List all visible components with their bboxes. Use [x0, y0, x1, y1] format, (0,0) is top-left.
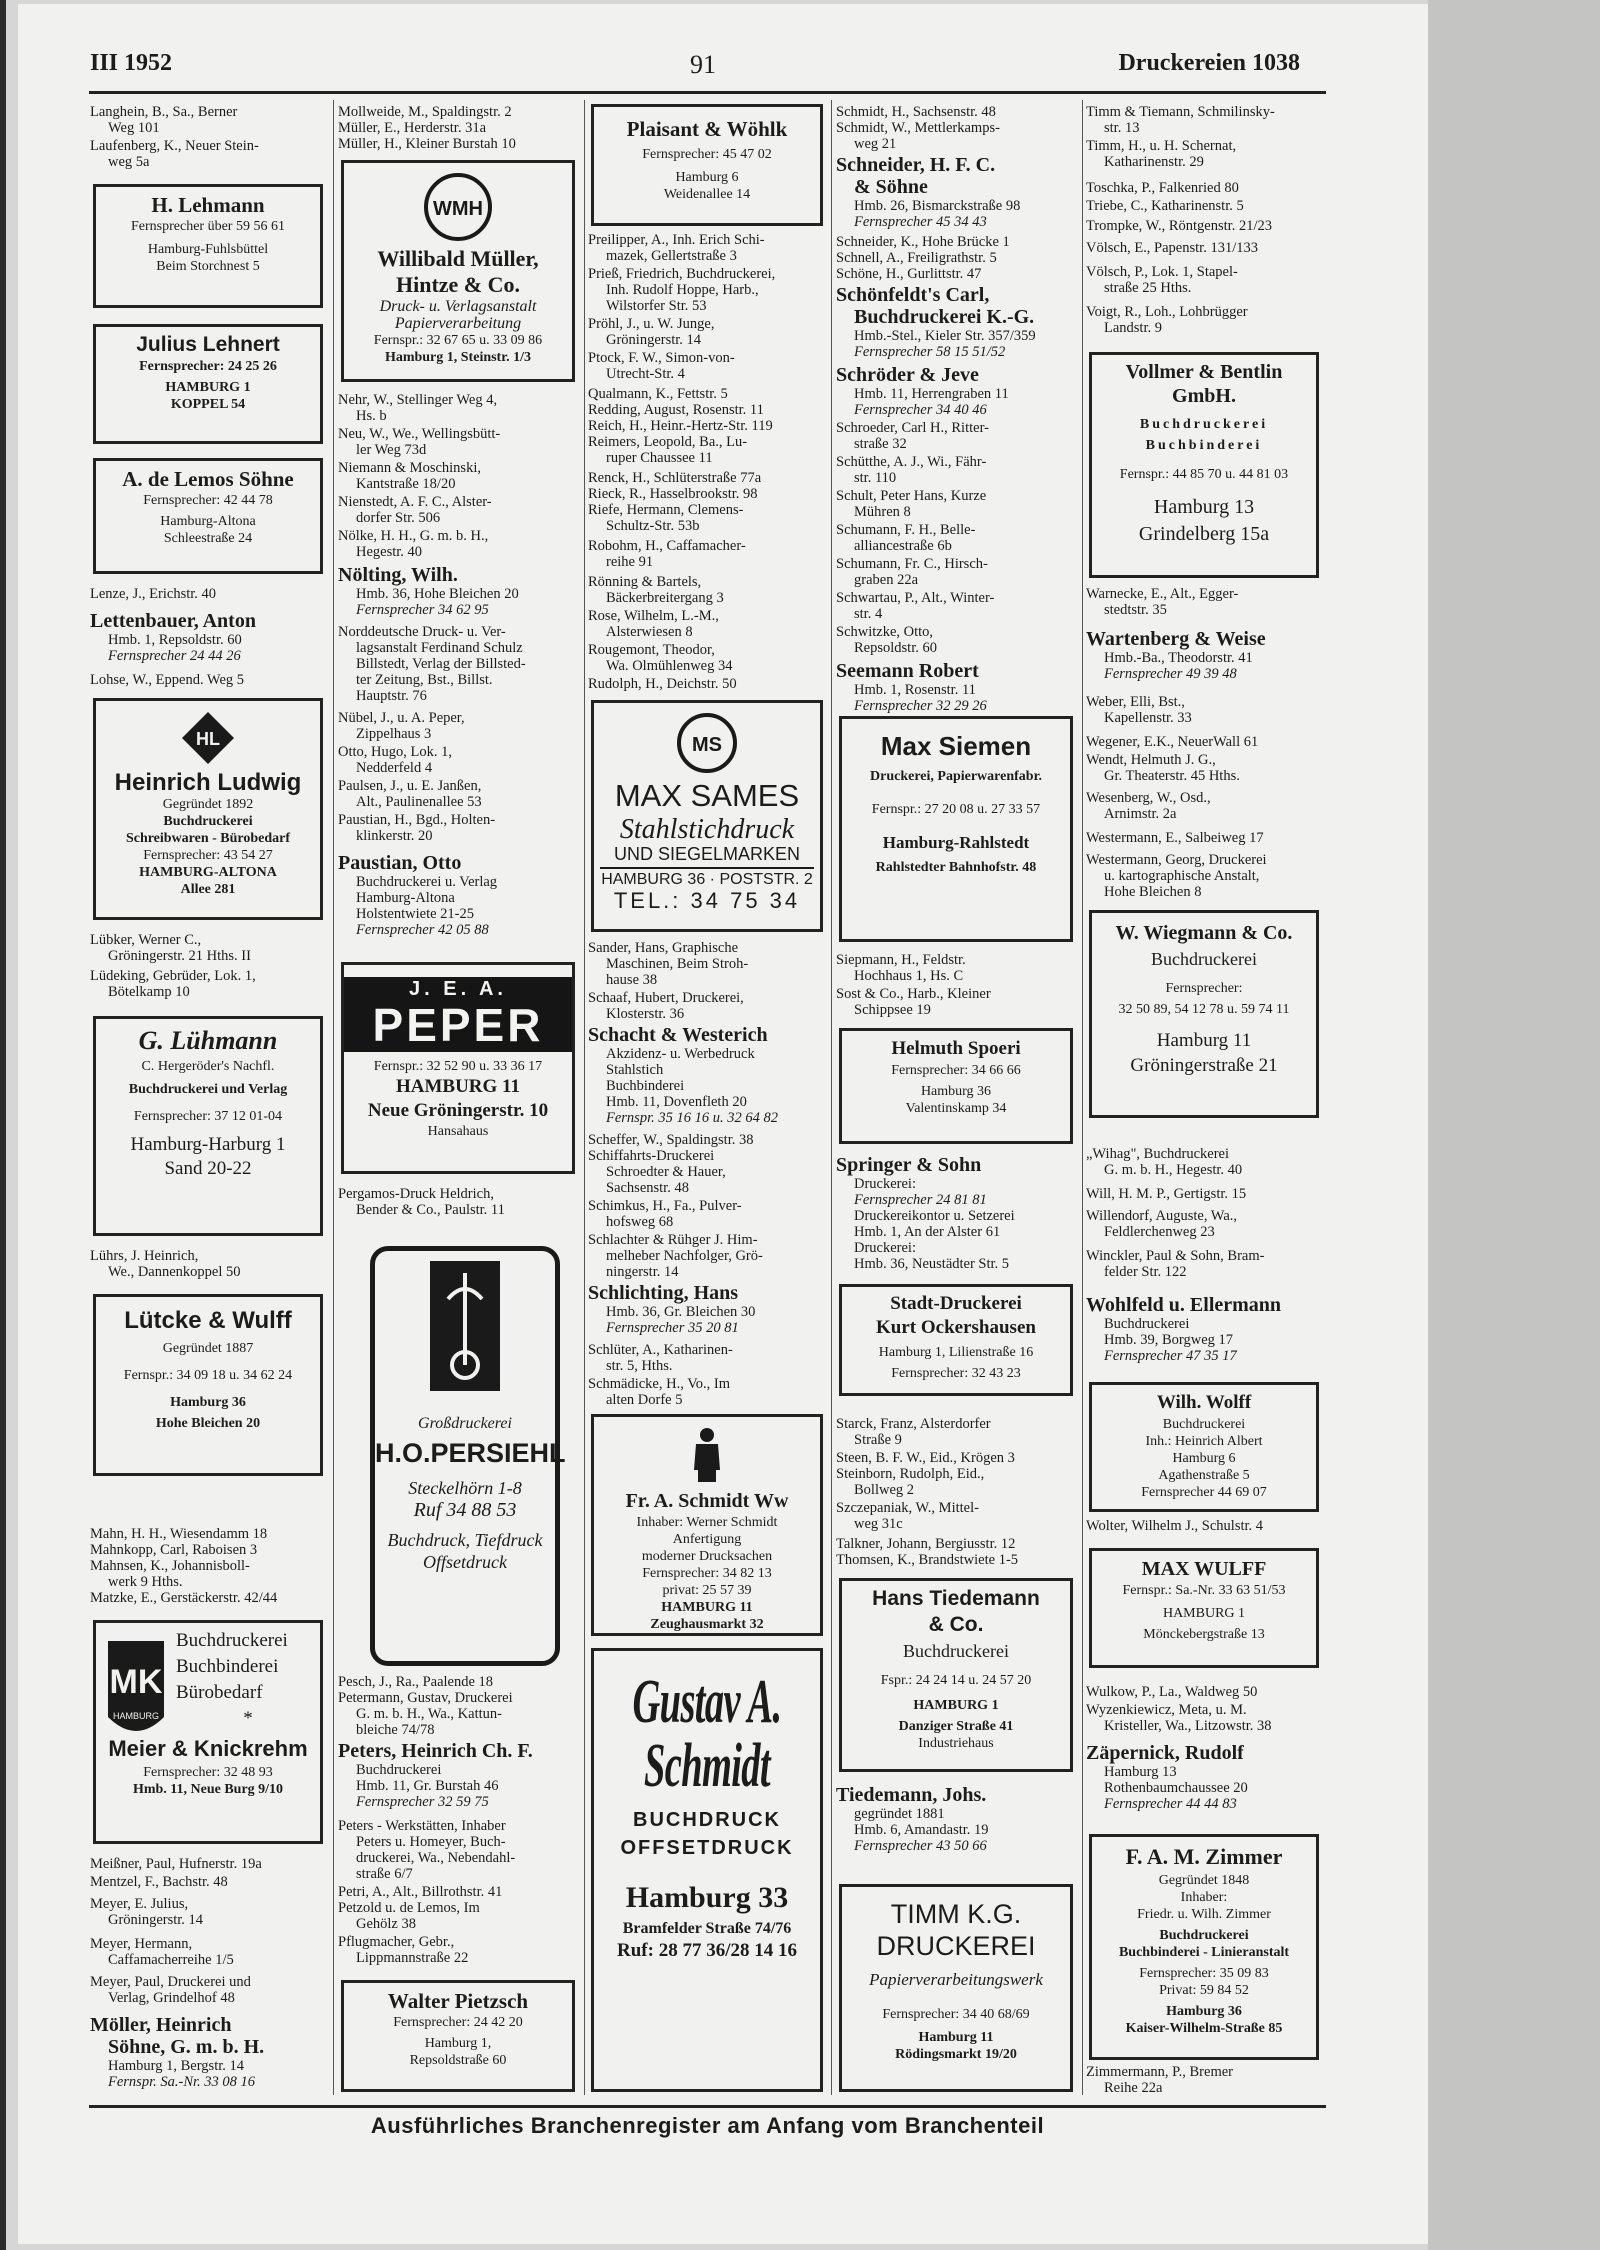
- listing: Schöne, H., Gurlittstr. 47: [836, 266, 982, 282]
- listing: Schwartau, P., Alt., Winter- str. 4: [836, 590, 995, 622]
- listing: Schroeder, Carl H., Ritter- straße 32: [836, 420, 989, 452]
- listing: Reimers, Leopold, Ba., Lu- ruper Chaussee 11: [588, 434, 748, 466]
- listing: Steen, B. F. W., Eid., Krögen 3: [836, 1450, 1015, 1466]
- listing: Pergamos-Druck Heldrich, Bender & Co., Paulstr. 11: [338, 1186, 505, 1218]
- ad-gustav-a-schmidt: Gustav A. Schmidt BUCHDRUCK OFFSETDRUCK Hamburg 33 Bramfelder Straße 74/76 Ruf: 28 77 36/28 14 16: [591, 1648, 823, 2092]
- ad-f-a-m-zimmer: F. A. M. Zimmer Gegründet 1848 Inhaber: Friedr. u. Wilh. Zimmer Buchdruckerei Buchbinderei - Linieranstalt Fernsprecher: 35 09 83 Privat: 59 84 52 Hamburg 36 Kaiser-Wilhelm-Straße 85: [1089, 1834, 1319, 2060]
- listing: Schlüter, A., Katharinen- str. 5, Hths.: [588, 1342, 733, 1374]
- listing: Schröder & Jeve Hmb. 11, Herrengraben 11 Fernsprecher 34 40 46: [836, 364, 1009, 418]
- listing: Wegener, E.K., NeuerWall 61: [1086, 734, 1259, 750]
- listing: Schönfeldt's Carl, Buchdruckerei K.-G. Hmb.-Stel., Kieler Str. 357/359 Fernsprecher 58 15 51/52: [836, 284, 1036, 360]
- listing: Wyzenkiewicz, Meta, u. M. Kristeller, Wa., Litzowstr. 38: [1086, 1702, 1272, 1734]
- listing: Völsch, P., Lok. 1, Stapel- straße 25 Hths.: [1086, 264, 1238, 296]
- svg-text:MS: MS: [692, 734, 722, 756]
- listing: Toschka, P., Falkenried 80: [1086, 180, 1239, 196]
- ad-wilh-wolff: Wilh. Wolff Buchdruckerei Inh.: Heinrich Albert Hamburg 6 Agathenstraße 5 Fernsprecher 44 69 07: [1089, 1382, 1319, 1512]
- listing: Timm, H., u. H. Schernat, Katharinenstr. 29: [1086, 138, 1237, 170]
- column-4: [836, 0, 1076, 2100]
- listing: Westermann, E., Salbeiweg 17: [1086, 830, 1264, 846]
- listing: Trompke, W., Röntgenstr. 21/23: [1086, 218, 1272, 234]
- listing: Schiffahrts-Druckerei Schroedter & Hauer, Sachsenstr. 48: [588, 1148, 726, 1196]
- column-3: [588, 0, 826, 2100]
- listing: Schaaf, Hubert, Druckerei, Klosterstr. 36: [588, 990, 744, 1022]
- mk-logo-icon: [102, 1637, 170, 1749]
- listing: Meißner, Paul, Hufnerstr. 19a: [90, 1856, 262, 1872]
- listing: Petermann, Gustav, Druckerei G. m. b. H., Wa., Kattun- bleiche 74/78: [338, 1690, 513, 1738]
- listing: Mahn, H. H., Wiesendamm 18: [90, 1526, 268, 1542]
- listing: Wulkow, P., La., Waldweg 50: [1086, 1684, 1258, 1700]
- ad-luetcke-wulff: Lütcke & Wulff Gegründet 1887 Fernspr.: 34 09 18 u. 34 62 24 Hamburg 36 Hohe Bleichen 20: [93, 1294, 323, 1476]
- listing: Müller, H., Kleiner Burstah 10: [338, 136, 516, 152]
- column-divider: [333, 100, 334, 2095]
- wmh-logo-icon: [423, 172, 493, 242]
- scan-edge: [0, 0, 6, 2250]
- ad-g-luehmann: G. Lühmann C. Hergeröder's Nachfl. Buchdruckerei und Verlag Fernsprecher: 37 12 01-04 Hamburg-Harburg 1 Sand 20-22: [93, 1016, 323, 1236]
- listing: Rieck, R., Hasselbrookstr. 98: [588, 486, 758, 502]
- listing: Wesenberg, W., Osd., Arnimstr. 2a: [1086, 790, 1211, 822]
- ad-max-sames: MS MAX SAMES Stahlstichdruck UND SIEGELMARKEN HAMBURG 36 · POSTSTR. 2 TEL.: 34 75 34: [591, 700, 823, 932]
- ad-meier-knickrehm: MK HAMBURG Buchdruckerei Buchbinderei Bürobedarf * Meier & Knickrehm Fernsprecher: 32 48 93 Hmb. 11, Neue Burg 9/10: [93, 1620, 323, 1844]
- listing: Szczepaniak, W., Mittel- weg 31c: [836, 1500, 979, 1532]
- listing: Voigt, R., Loh., Lohbrügger Landstr. 9: [1086, 304, 1248, 336]
- listing: Weber, Elli, Bst., Kapellenstr. 33: [1086, 694, 1192, 726]
- listing: Redding, August, Rosenstr. 11: [588, 402, 764, 418]
- listing: Laufenberg, K., Neuer Stein- weg 5a: [90, 138, 259, 170]
- column-2: [338, 0, 578, 2100]
- listing: Rudolph, H., Deichstr. 50: [588, 676, 737, 692]
- listing: Petri, A., Alt., Billrothstr. 41: [338, 1884, 503, 1900]
- listing: Nölke, H. H., G. m. b. H., Hegestr. 40: [338, 528, 489, 560]
- listing: Robohm, H., Caffamacher- reihe 91: [588, 538, 746, 570]
- listing: Norddeutsche Druck- u. Ver- lagsanstalt Ferdinand Schulz Billstedt, Verlag der Billsted- ter Zeitung, Bst., Billst. Hauptstr. 76: [338, 624, 526, 704]
- page-header-title: Druckereien 1038: [1118, 50, 1300, 76]
- ad-jea-peper: J. E. A. PEPER Fernspr.: 32 52 90 u. 33 36 17 HAMBURG 11 Neue Gröningerstr. 10 Hansahaus: [341, 962, 575, 1174]
- svg-text:MK: MK: [109, 1663, 163, 1701]
- listing: Seemann Robert Hmb. 1, Rosenstr. 11 Fernsprecher 32 29 26: [836, 660, 987, 714]
- svg-text:WMH: WMH: [433, 198, 483, 220]
- ad-stadt-druckerei: Stadt-Druckerei Kurt Ockershausen Hamburg 1, Lilienstraße 16 Fernsprecher: 32 43 23: [839, 1284, 1073, 1396]
- listing: Scheffer, W., Spaldingstr. 38: [588, 1132, 754, 1148]
- listing: Riefe, Hermann, Clemens- Schultz-Str. 53b: [588, 502, 744, 534]
- listing: Schütthe, A. J., Wi., Fähr- str. 110: [836, 454, 987, 486]
- listing: Mahnsen, K., Johannisboll- werk 9 Hths.: [90, 1558, 250, 1590]
- svg-text:HAMBURG: HAMBURG: [112, 1711, 160, 1721]
- column-divider: [831, 100, 832, 2095]
- listing: Lettenbauer, Anton Hmb. 1, Repsoldstr. 60 Fernsprecher 24 44 26: [90, 610, 256, 664]
- listing: Springer & Sohn Druckerei: Fernsprecher 24 81 81 Druckereikontor u. Setzerei Hmb. 1, An der Alster 61 Druckerei: Hmb. 36, Neustädter Str. 5: [836, 1154, 1015, 1272]
- listing: Wartenberg & Weise Hmb.-Ba., Theodorstr. 41 Fernsprecher 49 39 48: [1086, 628, 1266, 682]
- column-divider: [584, 100, 585, 2095]
- svg-text:HL: HL: [196, 729, 220, 749]
- column-divider: [1082, 100, 1083, 2095]
- ad-julius-lehnert: Julius Lehnert Fernsprecher: 24 25 26 HAMBURG 1 KOPPEL 54: [93, 324, 323, 444]
- ad-willibald-mueller: WMH Willibald Müller, Hintze & Co. Druck- u. Verlagsanstalt Papierverarbeitung Fernspr.: 32 67 65 u. 33 09 86 Hamburg 1, Steinstr. 1/3: [341, 160, 575, 382]
- listing: Rougemont, Theodor, Wa. Olmühlenweg 34: [588, 642, 733, 674]
- ad-heinrich-ludwig: HL Heinrich Ludwig Gegründet 1892 Buchdruckerei Schreibwaren - Bürobedarf Fernsprecher: 43 54 27 HAMBURG-ALTONA Allee 281: [93, 698, 323, 920]
- listing: Matzke, E., Gerstäckerstr. 42/44: [90, 1590, 278, 1606]
- listing: Lührs, J. Heinrich, We., Dannenkoppel 50: [90, 1248, 241, 1280]
- listing: Schwitzke, Otto, Repsoldstr. 60: [836, 624, 937, 656]
- page-year: III 1952: [90, 50, 173, 76]
- listing: Wendt, Helmuth J. G., Gr. Theaterstr. 45 Hths.: [1086, 752, 1240, 784]
- listing: Mahnkopp, Carl, Raboisen 3: [90, 1542, 258, 1558]
- persiehl-logo-icon: [430, 1261, 500, 1391]
- listing: Triebe, C., Katharinenstr. 5: [1086, 198, 1244, 214]
- ad-helmuth-spoeri: Helmuth Spoeri Fernsprecher: 34 66 66 Hamburg 36 Valentinskamp 34: [839, 1028, 1073, 1144]
- listing: Neu, W., We., Wellingsbütt- ler Weg 73d: [338, 426, 501, 458]
- column-1: [90, 0, 326, 2100]
- listing: Will, H. M. P., Gertigstr. 15: [1086, 1186, 1247, 1202]
- listing: Schumann, F. H., Belle- alliancestraße 6b: [836, 522, 976, 554]
- listing: Prieß, Friedrich, Buchdruckerei, Inh. Rudolf Hoppe, Harb., Wilstorfer Str. 53: [588, 266, 776, 314]
- listing: Müller, E., Herderstr. 31a: [338, 120, 487, 136]
- listing: Schult, Peter Hans, Kurze Mühren 8: [836, 488, 987, 520]
- listing: Sander, Hans, Graphische Maschinen, Beim Stroh- hause 38: [588, 940, 749, 988]
- ad-vollmer-bentlin: Vollmer & Bentlin GmbH. Buchdruckerei Buchbinderei Fernspr.: 44 85 70 u. 44 81 03 Hamburg 13 Grindelberg 15a: [1089, 352, 1319, 578]
- ad-w-wiegmann: W. Wiegmann & Co. Buchdruckerei Fernsprecher: 32 50 89, 54 12 78 u. 59 74 11 Hamburg 11 Gröningerstraße 21: [1089, 910, 1319, 1118]
- listing: Paustian, Otto Buchdruckerei u. Verlag Hamburg-Altona Holstentwiete 21-25 Fernsprecher 42 05 88: [338, 852, 498, 938]
- listing: Winckler, Paul & Sohn, Bram- felder Str. 122: [1086, 1248, 1265, 1280]
- ms-logo-icon: [676, 712, 738, 774]
- listing: Paulsen, J., u. E. Janßen, Alt., Paulinenallee 53: [338, 778, 482, 810]
- listing: Sost & Co., Harb., Kleiner Schippsee 19: [836, 986, 991, 1018]
- listing: Lübker, Werner C., Gröningerstr. 21 Hths. II: [90, 932, 251, 964]
- listing: Mollweide, M., Spaldingstr. 2: [338, 104, 512, 120]
- ad-h-o-persiehl: Großdruckerei H.O.PERSIEHL Steckelhörn 1-8 Ruf 34 88 53 Buchdruck, Tiefdruck Offsetdruck: [370, 1246, 560, 1666]
- listing: Rose, Wilhelm, L.-M., Alsterwiesen 8: [588, 608, 719, 640]
- ad-max-siemen: Max Siemen Druckerei, Papierwarenfabr. Fernspr.: 27 20 08 u. 27 33 57 Hamburg-Rahlstedt Rahlstedter Bahnhofstr. 48: [839, 716, 1073, 942]
- listing: Zimmermann, P., Bremer Reihe 22a: [1086, 2064, 1233, 2096]
- listing: Völsch, E., Papenstr. 131/133: [1086, 240, 1258, 256]
- listing: Peters, Heinrich Ch. F. Buchdruckerei Hmb. 11, Gr. Burstah 46 Fernsprecher 32 59 75: [338, 1740, 533, 1810]
- listing: Talkner, Johann, Bergiusstr. 12: [836, 1536, 1016, 1552]
- listing: Rönning & Bartels, Bäckerbreitergang 3: [588, 574, 724, 606]
- listing: „Wihag", Buchdruckerei G. m. b. H., Hegestr. 40: [1086, 1146, 1243, 1178]
- listing: Meyer, E. Julius, Gröningerstr. 14: [90, 1896, 204, 1928]
- listing: Meyer, Paul, Druckerei und Verlag, Grindelhof 48: [90, 1974, 251, 2006]
- hl-logo-icon: [180, 710, 236, 766]
- listing: Preilipper, A., Inh. Erich Schi- mazek, Gellertstraße 3: [588, 232, 765, 264]
- listing: Schlichting, Hans Hmb. 36, Gr. Bleichen 30 Fernsprecher 35 20 81: [588, 1282, 756, 1336]
- listing: Niemann & Moschinski, Kantstraße 18/20: [338, 460, 481, 492]
- ad-max-wulff: MAX WULFF Fernspr.: Sa.-Nr. 33 63 51/53 HAMBURG 1 Mönckebergstraße 13: [1089, 1548, 1319, 1668]
- ad-de-lemos: A. de Lemos Söhne Fernsprecher: 42 44 78 Hamburg-Altona Schleestraße 24: [93, 458, 323, 574]
- listing: Schacht & Westerich Akzidenz- u. Werbedruck Stahlstich Buchbinderei Hmb. 11, Dovenfleth 20 Fernspr. 35 16 16 u. 32 64 82: [588, 1024, 778, 1126]
- listing: Schlachter & Rühger J. Him- melheber Nachfolger, Grö- ningerstr. 14: [588, 1232, 763, 1280]
- listing: Langhein, B., Sa., Berner Weg 101: [90, 104, 238, 136]
- listing: Pröhl, J., u. W. Junge, Gröningerstr. 14: [588, 316, 715, 348]
- listing: Steinborn, Rudolph, Eid., Bollweg 2: [836, 1466, 985, 1498]
- listing: Pflugmacher, Gebr., Lippmannstraße 22: [338, 1934, 469, 1966]
- scan-margin: [1428, 0, 1600, 2250]
- listing: Schimkus, H., Fa., Pulver- hofsweg 68: [588, 1198, 742, 1230]
- listing: Schmidt, W., Mettlerkamps- weg 21: [836, 120, 1000, 152]
- listing: Schumann, Fr. C., Hirsch- graben 22a: [836, 556, 988, 588]
- listing: Wolter, Wilhelm J., Schulstr. 4: [1086, 1518, 1264, 1534]
- listing: Lüdeking, Gebrüder, Lok. 1, Bötelkamp 10: [90, 968, 256, 1000]
- listing: Peters - Werkstätten, Inhaber Peters u. Homeyer, Buch- druckerei, Wa., Nebendahl- straße 6/7: [338, 1818, 516, 1882]
- listing: Petzold u. de Lemos, Im Gehölz 38: [338, 1900, 480, 1932]
- listing: Willendorf, Auguste, Wa., Feldlerchenweg 23: [1086, 1208, 1238, 1240]
- listing: Timm & Tiemann, Schmilinsky- str. 13: [1086, 104, 1275, 136]
- listing: Renck, H., Schlüterstraße 77a: [588, 470, 762, 486]
- listing: Tiedemann, Johs. gegründet 1881 Hmb. 6, Amandastr. 19 Fernsprecher 43 50 66: [836, 1784, 989, 1854]
- ad-h-lehmann: H. Lehmann Fernsprecher über 59 56 61 Hamburg-Fuhlsbüttel Beim Storchnest 5: [93, 184, 323, 308]
- listing: Nehr, W., Stellinger Weg 4, Hs. b: [338, 392, 498, 424]
- listing: Thomsen, K., Brandstwiete 1-5: [836, 1552, 1019, 1568]
- page-number: 91: [690, 50, 716, 79]
- listing: Schneider, K., Hohe Brücke 1: [836, 234, 1010, 250]
- ad-plaisant-woehlk: Plaisant & Wöhlk Fernsprecher: 45 47 02 Hamburg 6 Weidenallee 14: [591, 104, 823, 226]
- listing: Schneider, H. F. C. & Söhne Hmb. 26, Bismarckstraße 98 Fernsprecher 45 34 43: [836, 154, 1021, 230]
- listing: Schnell, A., Freiligrathstr. 5: [836, 250, 997, 266]
- listing: Lenze, J., Erichstr. 40: [90, 586, 217, 602]
- ad-hans-tiedemann: Hans Tiedemann & Co. Buchdruckerei Fspr.: 24 24 14 u. 24 57 20 HAMBURG 1 Danziger Straße 41 Industriehaus: [839, 1578, 1073, 1772]
- listing: Westermann, Georg, Druckerei u. kartographische Anstalt, Hohe Bleichen 8: [1086, 852, 1267, 900]
- printer-figure-icon: [690, 1426, 724, 1484]
- listing: Mentzel, F., Bachstr. 48: [90, 1874, 228, 1890]
- listing: Schmidt, H., Sachsenstr. 48: [836, 104, 996, 120]
- listing: Schmädicke, H., Vo., Im alten Dorfe 5: [588, 1376, 731, 1408]
- listing: Zäpernick, Rudolf Hamburg 13 Rothenbaumchaussee 20 Fernsprecher 44 44 83: [1086, 1742, 1248, 1812]
- listing: Wohlfeld u. Ellermann Buchdruckerei Hmb. 39, Borgweg 17 Fernsprecher 47 35 17: [1086, 1294, 1282, 1364]
- listing: Nölting, Wilh. Hmb. 36, Hohe Bleichen 20 Fernsprecher 34 62 95: [338, 564, 519, 618]
- listing: Pesch, J., Ra., Paalende 18: [338, 1674, 494, 1690]
- listing: Otto, Hugo, Lok. 1, Nedderfeld 4: [338, 744, 452, 776]
- ad-walter-pietzsch: Walter Pietzsch Fernsprecher: 24 42 20 Hamburg 1, Repsoldstraße 60: [341, 1980, 575, 2092]
- page-footer: Ausführliches Branchenregister am Anfang vom Branchenteil: [370, 2113, 1045, 2138]
- listing: Lohse, W., Eppend. Weg 5: [90, 672, 245, 688]
- ad-fr-a-schmidt-ww: Fr. A. Schmidt Ww Inhaber: Werner Schmidt Anfertigung moderner Drucksachen Fernsprecher: 34 82 13 privat: 25 57 39 HAMBURG 11 Zeughausmarkt 32: [591, 1414, 823, 1636]
- listing: Starck, Franz, Alsterdorfer Straße 9: [836, 1416, 991, 1448]
- footer-rule: [89, 2105, 1326, 2108]
- listing: Paustian, H., Bgd., Holten- klinkerstr. 20: [338, 812, 496, 844]
- listing: Möller, Heinrich Söhne, G. m. b. H. Hamburg 1, Bergstr. 14 Fernspr. Sa.-Nr. 33 08 16: [90, 2014, 265, 2090]
- listing: Meyer, Hermann, Caffamacherreihe 1/5: [90, 1936, 234, 1968]
- listing: Qualmann, K., Fettstr. 5: [588, 386, 728, 402]
- listing: Reich, H., Heinr.-Hertz-Str. 119: [588, 418, 773, 434]
- ad-timm-kg: TIMM K.G. DRUCKEREI Papierverarbeitungswerk Fernsprecher: 34 40 68/69 Hamburg 11 Rödingsmarkt 19/20: [839, 1884, 1073, 2092]
- listing: Nübel, J., u. A. Peper, Zippelhaus 3: [338, 710, 465, 742]
- listing: Siepmann, H., Feldstr. Hochhaus 1, Hs. C: [836, 952, 966, 984]
- listing: Ptock, F. W., Simon-von- Utrecht-Str. 4: [588, 350, 735, 382]
- listing: Warnecke, E., Alt., Egger- stedtstr. 35: [1086, 586, 1239, 618]
- column-5: [1086, 0, 1322, 2100]
- listing: Nienstedt, A. F. C., Alster- dorfer Str. 506: [338, 494, 492, 526]
